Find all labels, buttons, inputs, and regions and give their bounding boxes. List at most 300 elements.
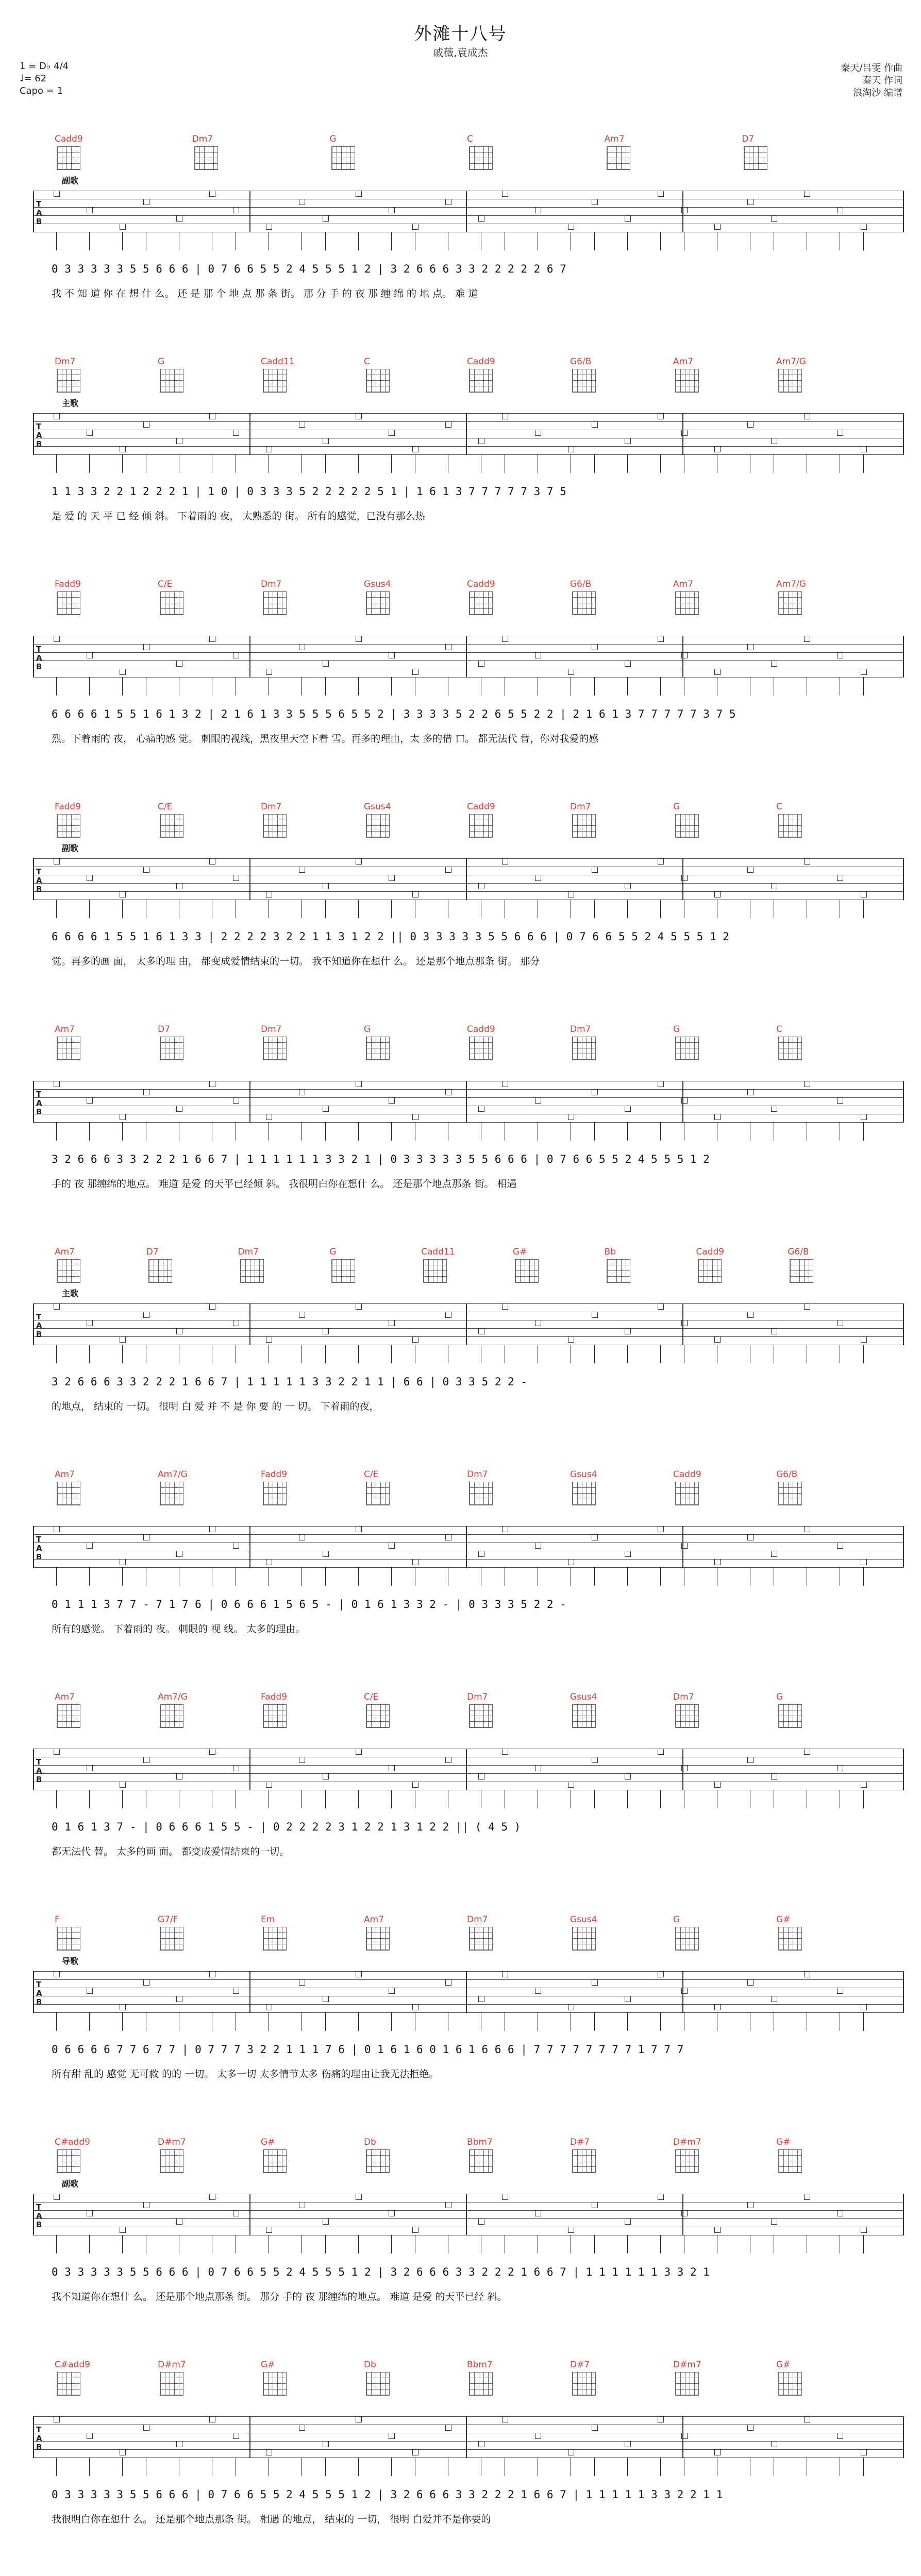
- singer-names: 戚薇,袁成杰: [433, 46, 488, 59]
- lyric-line: 是 爱 的 天 平 已 经 倾 斜。 下着雨的 夜， 太熟悉的 街。 所有的感觉，已没有那么热: [52, 511, 425, 522]
- note-marker: [209, 1081, 215, 1087]
- note-marker: [658, 1303, 664, 1310]
- staff-line: [33, 1534, 904, 1535]
- note-marker: [445, 421, 451, 428]
- tab-staff: [33, 1526, 904, 1567]
- tab-staff: [33, 1749, 904, 1790]
- bar-line: [249, 1749, 250, 1790]
- note-marker: [861, 891, 867, 897]
- bar-line: [903, 2416, 904, 2458]
- note-marker: [747, 2425, 753, 2431]
- note-marker: [209, 1526, 215, 1532]
- note-marker: [266, 669, 272, 675]
- note-marker: [592, 1312, 598, 1318]
- note-marker: [120, 224, 126, 230]
- chord-diagram-icon: [572, 2372, 596, 2396]
- chord-name: D7: [742, 134, 755, 144]
- note-marker: [87, 207, 93, 213]
- note-marker: [54, 636, 60, 642]
- chord-diagram-icon: [469, 146, 493, 170]
- bar-line: [249, 2416, 250, 2458]
- staff-line: [33, 2210, 904, 2211]
- note-marker: [681, 1320, 688, 1326]
- note-stem: [325, 232, 326, 250]
- jianpu-notation: 6 6 6 6 1 5 5 1 6 1 3 3 | 2 2 2 2 3 2 2 1 1 3 1 2 2 || 0 3 3 3 3 3 5 5 6 6 6 | 0 7 6 6 5 5 2 4 5 5 5 1 2: [52, 930, 729, 943]
- tab-row: [0, 553, 921, 776]
- tab-clef: T A B: [36, 645, 42, 671]
- chord-diagram-icon: [160, 1704, 183, 1728]
- note-stem: [594, 2458, 595, 2476]
- chord-diagram-icon: [57, 369, 80, 393]
- lyric-line: 手的 夜 那缠绵的地点。 难道 是爱 的天平已经倾 斜。 我很明白你在想什 么。 还是那个地点那条 街。 相遇: [52, 1178, 517, 1190]
- tab-staff: [33, 1081, 904, 1122]
- staff-line: [33, 1559, 904, 1560]
- note-marker: [625, 1996, 631, 2002]
- note-marker: [389, 2433, 395, 2439]
- chord-diagram-icon: [572, 591, 596, 615]
- chord-diagram-icon: [469, 2372, 493, 2396]
- chord-diagram-icon: [57, 1704, 80, 1728]
- section-tag: 副歌: [62, 2179, 79, 2189]
- chord-name: C: [467, 134, 473, 144]
- note-marker: [771, 660, 777, 667]
- chord-name: Cadd11: [261, 357, 295, 367]
- bar-line: [249, 636, 250, 677]
- note-marker: [233, 875, 239, 881]
- note-marker: [356, 1526, 362, 1532]
- chord-diagram-icon: [675, 369, 699, 393]
- note-marker: [625, 1773, 631, 1780]
- note-stem: [122, 2458, 123, 2476]
- jianpu-notation: 3 2 6 6 6 3 3 2 2 2 1 6 6 7 | 1 1 1 1 1 1 3 3 2 1 | 0 3 3 3 3 3 5 5 6 6 6 | 0 7 6 6 5 5 2 4 5 5 5 1 2: [52, 1153, 710, 1165]
- chord-name: G#: [776, 2137, 791, 2147]
- note-marker: [54, 1971, 60, 1977]
- note-marker: [412, 2227, 418, 2233]
- note-stem: [863, 2235, 864, 2253]
- note-marker: [681, 875, 688, 881]
- note-marker: [861, 1782, 867, 1788]
- chord-name: D7: [146, 1247, 159, 1257]
- note-marker: [120, 1114, 126, 1120]
- note-stem: [594, 1567, 595, 1586]
- note-marker: [502, 1971, 508, 1977]
- chord-name: Am7: [55, 1024, 75, 1035]
- chord-name: G: [158, 357, 165, 367]
- note-marker: [143, 867, 149, 873]
- section-tag: 主歌: [62, 398, 79, 408]
- chord-diagram-icon: [263, 369, 287, 393]
- note-marker: [837, 2433, 843, 2439]
- chord-name: Fadd9: [55, 579, 81, 589]
- note-marker: [209, 413, 215, 419]
- note-marker: [478, 1106, 484, 1112]
- section-tag: 副歌: [62, 843, 79, 853]
- note-marker: [502, 413, 508, 419]
- note-stem: [358, 2458, 359, 2476]
- note-stem: [627, 1790, 628, 1808]
- note-marker: [837, 1543, 843, 1549]
- note-marker: [389, 207, 395, 213]
- chord-diagram-icon: [675, 1927, 699, 1951]
- note-stem: [358, 454, 359, 473]
- chord-diagram-icon: [572, 1037, 596, 1060]
- note-stem: [325, 2012, 326, 2031]
- jianpu-notation: 6 6 6 6 1 5 5 1 6 1 3 2 | 2 1 6 1 3 3 5 5 5 6 5 5 2 | 3 3 3 3 5 2 2 6 5 5 2 2 | 2 1 6 1 3 7 7 7 7 7 3 7 5: [52, 708, 736, 720]
- note-stem: [122, 232, 123, 250]
- chord-diagram-icon: [607, 146, 630, 170]
- tab-staff: [33, 2194, 904, 2235]
- chord-name: C: [776, 1024, 782, 1035]
- note-marker: [771, 2441, 777, 2447]
- note-marker: [412, 1782, 418, 1788]
- note-marker: [568, 1782, 574, 1788]
- note-marker: [143, 199, 149, 205]
- bar-line: [466, 636, 467, 677]
- note-marker: [478, 1773, 484, 1780]
- note-marker: [299, 2202, 305, 2208]
- chord-diagram-icon: [366, 369, 390, 393]
- note-marker: [681, 207, 688, 213]
- note-stem: [122, 2012, 123, 2031]
- note-stem: [627, 677, 628, 696]
- chord-name: Gsus4: [570, 1469, 597, 1480]
- note-marker: [412, 2004, 418, 2010]
- chord-name: C: [776, 802, 782, 812]
- chord-diagram-icon: [778, 1927, 802, 1951]
- chord-name: Cadd9: [55, 134, 83, 144]
- chord-name: D#7: [570, 2137, 590, 2147]
- chord-name: C/E: [158, 579, 173, 589]
- note-stem: [56, 900, 57, 918]
- note-marker: [266, 446, 272, 452]
- chord-diagram-icon: [160, 2149, 183, 2173]
- chord-name: Dm7: [570, 1024, 591, 1035]
- note-marker: [233, 430, 239, 436]
- note-stem: [325, 1567, 326, 1586]
- note-marker: [658, 858, 664, 865]
- note-marker: [658, 2194, 664, 2200]
- note-stem: [89, 1122, 90, 1141]
- note-marker: [323, 2218, 329, 2225]
- note-marker: [356, 191, 362, 197]
- bar-line: [33, 2416, 34, 2458]
- chord-name: D#m7: [673, 2137, 701, 2147]
- note-marker: [804, 858, 810, 865]
- note-marker: [804, 1749, 810, 1755]
- bar-line: [249, 858, 250, 900]
- bar-line: [903, 413, 904, 454]
- lyric-line: 我不知道你在想什 么。 还是那个地点那条 街。 那分 手的 夜 那缠绵的地点。 难道 是爱 的天平已经 斜。: [52, 2291, 507, 2302]
- note-stem: [56, 677, 57, 696]
- bar-line: [249, 413, 250, 454]
- bar-line: [33, 1303, 34, 1345]
- note-marker: [861, 2227, 867, 2233]
- chord-name: G: [329, 1247, 337, 1257]
- chord-diagram-icon: [160, 1927, 183, 1951]
- note-marker: [445, 644, 451, 650]
- bar-line: [903, 1971, 904, 2012]
- note-marker: [747, 421, 753, 428]
- note-marker: [87, 875, 93, 881]
- note-stem: [56, 1345, 57, 1363]
- note-marker: [209, 1749, 215, 1755]
- note-marker: [714, 891, 721, 897]
- note-marker: [478, 660, 484, 667]
- note-marker: [87, 2433, 93, 2439]
- note-marker: [266, 1114, 272, 1120]
- note-stem: [122, 1567, 123, 1586]
- chord-name: Dm7: [261, 802, 282, 812]
- note-marker: [592, 421, 598, 428]
- chord-name: Cadd9: [467, 1024, 495, 1035]
- chord-name: G: [776, 1692, 783, 1702]
- chord-diagram-icon: [778, 591, 802, 615]
- note-marker: [389, 1097, 395, 1104]
- note-stem: [391, 2458, 392, 2476]
- staff-line: [33, 413, 904, 414]
- note-marker: [356, 1749, 362, 1755]
- note-marker: [389, 1543, 395, 1549]
- staff-line: [33, 2004, 904, 2005]
- note-marker: [771, 438, 777, 444]
- chord-name: Dm7: [467, 1914, 488, 1925]
- note-marker: [356, 2194, 362, 2200]
- chord-diagram-icon: [160, 2372, 183, 2396]
- note-marker: [502, 2416, 508, 2422]
- note-marker: [658, 1081, 664, 1087]
- tab-staff: [33, 858, 904, 900]
- note-marker: [412, 446, 418, 452]
- note-marker: [568, 891, 574, 897]
- note-marker: [87, 1765, 93, 1771]
- chord-name: Dm7: [261, 1024, 282, 1035]
- chord-diagram-icon: [675, 1704, 699, 1728]
- note-marker: [771, 1996, 777, 2002]
- note-stem: [863, 677, 864, 696]
- note-marker: [356, 413, 362, 419]
- note-marker: [625, 438, 631, 444]
- note-marker: [804, 636, 810, 642]
- tempo-marking: ♩= 62: [20, 73, 47, 84]
- chord-name: Cadd11: [421, 1247, 455, 1257]
- staff-line: [33, 207, 904, 208]
- chord-diagram-icon: [675, 2149, 699, 2173]
- note-marker: [233, 1543, 239, 1549]
- note-marker: [714, 2227, 721, 2233]
- chord-diagram-icon: [423, 1259, 447, 1283]
- bar-line: [466, 858, 467, 900]
- note-marker: [87, 430, 93, 436]
- chord-diagram-icon: [57, 146, 80, 170]
- tab-staff: [33, 2416, 904, 2458]
- note-marker: [356, 1303, 362, 1310]
- staff-line: [33, 858, 904, 859]
- chord-name: C#add9: [55, 2137, 90, 2147]
- note-marker: [120, 1336, 126, 1343]
- note-marker: [502, 1526, 508, 1532]
- note-marker: [445, 1312, 451, 1318]
- note-marker: [120, 1559, 126, 1565]
- note-marker: [54, 1526, 60, 1532]
- tab-clef: T A B: [36, 1312, 42, 1339]
- note-stem: [358, 2012, 359, 2031]
- note-marker: [771, 1328, 777, 1334]
- note-marker: [478, 2218, 484, 2225]
- note-marker: [445, 1534, 451, 1540]
- note-stem: [325, 1122, 326, 1141]
- note-stem: [627, 2235, 628, 2253]
- note-marker: [233, 652, 239, 658]
- staff-line: [33, 446, 904, 447]
- chord-name: Am7: [55, 1692, 75, 1702]
- note-marker: [143, 2202, 149, 2208]
- chord-name: C/E: [364, 1469, 379, 1480]
- chord-name: Dm7: [467, 1692, 488, 1702]
- note-marker: [714, 1782, 721, 1788]
- tab-clef: T A B: [36, 2202, 42, 2229]
- bar-line: [903, 191, 904, 232]
- bar-line: [33, 1526, 34, 1567]
- note-marker: [837, 1320, 843, 1326]
- chord-diagram-icon: [263, 1482, 287, 1505]
- note-stem: [391, 2235, 392, 2253]
- bar-line: [33, 2194, 34, 2235]
- chord-diagram-icon: [366, 1704, 390, 1728]
- tab-clef: T A B: [36, 1757, 42, 1784]
- note-marker: [771, 2218, 777, 2225]
- staff-line: [33, 1089, 904, 1090]
- chord-name: G6/B: [570, 357, 592, 367]
- jianpu-notation: 0 6 6 6 6 7 7 6 7 7 | 0 7 7 7 3 2 2 1 1 1 7 6 | 0 1 6 1 6 0 1 6 1 6 6 6 | 7 7 7 7 7 7 7 7 1 7 7 7: [52, 2043, 684, 2056]
- note-marker: [54, 191, 60, 197]
- bar-line: [903, 858, 904, 900]
- tab-staff: [33, 191, 904, 232]
- note-marker: [176, 1551, 182, 1557]
- note-marker: [804, 1081, 810, 1087]
- note-stem: [660, 1567, 661, 1586]
- note-marker: [861, 669, 867, 675]
- chord-name: Em: [261, 1914, 275, 1925]
- note-marker: [299, 421, 305, 428]
- note-stem: [89, 232, 90, 250]
- note-stem: [325, 2235, 326, 2253]
- note-stem: [89, 1345, 90, 1363]
- note-marker: [771, 1551, 777, 1557]
- bar-line: [249, 1526, 250, 1567]
- chord-diagram-icon: [57, 2372, 80, 2396]
- note-marker: [625, 660, 631, 667]
- chord-name: Bbm7: [467, 2360, 493, 2370]
- note-marker: [568, 1559, 574, 1565]
- note-stem: [358, 232, 359, 250]
- chord-name: G#: [512, 1247, 527, 1257]
- note-marker: [804, 413, 810, 419]
- note-marker: [87, 652, 93, 658]
- note-stem: [89, 1567, 90, 1586]
- chord-diagram-icon: [57, 2149, 80, 2173]
- lyric-line: 我 不 知 道 你 在 想 什 么。 还 是 那 个 地 点 那 条 街。 那 分 手 的 夜 那 缠 绵 的 地 点。 难 道: [52, 288, 478, 299]
- bar-line: [249, 191, 250, 232]
- note-marker: [804, 2194, 810, 2200]
- note-stem: [594, 677, 595, 696]
- bar-line: [33, 1749, 34, 1790]
- chord-diagram-icon: [469, 1037, 493, 1060]
- note-stem: [358, 2235, 359, 2253]
- note-marker: [445, 867, 451, 873]
- note-marker: [176, 2218, 182, 2225]
- bar-line: [466, 1303, 467, 1345]
- note-marker: [445, 199, 451, 205]
- note-marker: [54, 2194, 60, 2200]
- chord-diagram-icon: [572, 1482, 596, 1505]
- staff-line: [33, 1336, 904, 1337]
- note-marker: [592, 199, 598, 205]
- chord-diagram-icon: [778, 2149, 802, 2173]
- note-stem: [325, 1790, 326, 1808]
- note-marker: [837, 1097, 843, 1104]
- chord-name: Dm7: [261, 579, 282, 589]
- bar-line: [466, 413, 467, 454]
- note-marker: [861, 1114, 867, 1120]
- chord-diagram-icon: [469, 814, 493, 838]
- chord-diagram-icon: [675, 1482, 699, 1505]
- note-marker: [625, 2441, 631, 2447]
- note-marker: [389, 652, 395, 658]
- chord-diagram-icon: [160, 369, 183, 393]
- note-marker: [176, 1773, 182, 1780]
- note-stem: [358, 1790, 359, 1808]
- chord-name: Am7: [673, 357, 694, 367]
- key-signature: 1 = D♭ 4/4: [20, 61, 69, 72]
- chord-diagram-icon: [160, 814, 183, 838]
- note-marker: [299, 1757, 305, 1763]
- note-marker: [535, 2210, 541, 2216]
- note-marker: [323, 1328, 329, 1334]
- bar-line: [466, 2194, 467, 2235]
- note-stem: [627, 1345, 628, 1363]
- chord-name: Cadd9: [467, 357, 495, 367]
- note-marker: [54, 1749, 60, 1755]
- chord-diagram-icon: [240, 1259, 264, 1283]
- staff-line: [33, 2449, 904, 2450]
- chord-name: Am7: [673, 579, 694, 589]
- composer-credit: 秦天/吕雯 作曲: [841, 63, 902, 74]
- bar-line: [249, 1081, 250, 1122]
- chord-diagram-icon: [194, 146, 218, 170]
- chord-diagram-icon: [778, 1704, 802, 1728]
- tab-clef: T A B: [36, 1980, 42, 2007]
- note-marker: [478, 215, 484, 222]
- note-marker: [625, 883, 631, 889]
- lyric-line: 我很明白你在想什 么。 还是那个地点那条 街。 相遇 的地点， 结束的 一切， 很明 白爱并不是你要的: [52, 2514, 491, 2525]
- note-stem: [863, 2012, 864, 2031]
- note-marker: [478, 438, 484, 444]
- chord-diagram-icon: [148, 1259, 172, 1283]
- chord-diagram-icon: [263, 814, 287, 838]
- chord-diagram-icon: [366, 591, 390, 615]
- chord-name: C/E: [158, 802, 173, 812]
- note-marker: [233, 1097, 239, 1104]
- chord-diagram-icon: [572, 1704, 596, 1728]
- note-stem: [627, 1567, 628, 1586]
- chord-diagram-icon: [778, 814, 802, 838]
- note-marker: [625, 2218, 631, 2225]
- note-marker: [266, 1782, 272, 1788]
- bar-line: [33, 413, 34, 454]
- jianpu-notation: 3 2 6 6 6 3 3 2 2 2 1 6 6 7 | 1 1 1 1 1 3 3 2 2 1 1 | 6 6 | 0 3 3 5 2 2 -: [52, 1376, 527, 1388]
- chord-name: G: [673, 802, 680, 812]
- note-marker: [445, 1979, 451, 1986]
